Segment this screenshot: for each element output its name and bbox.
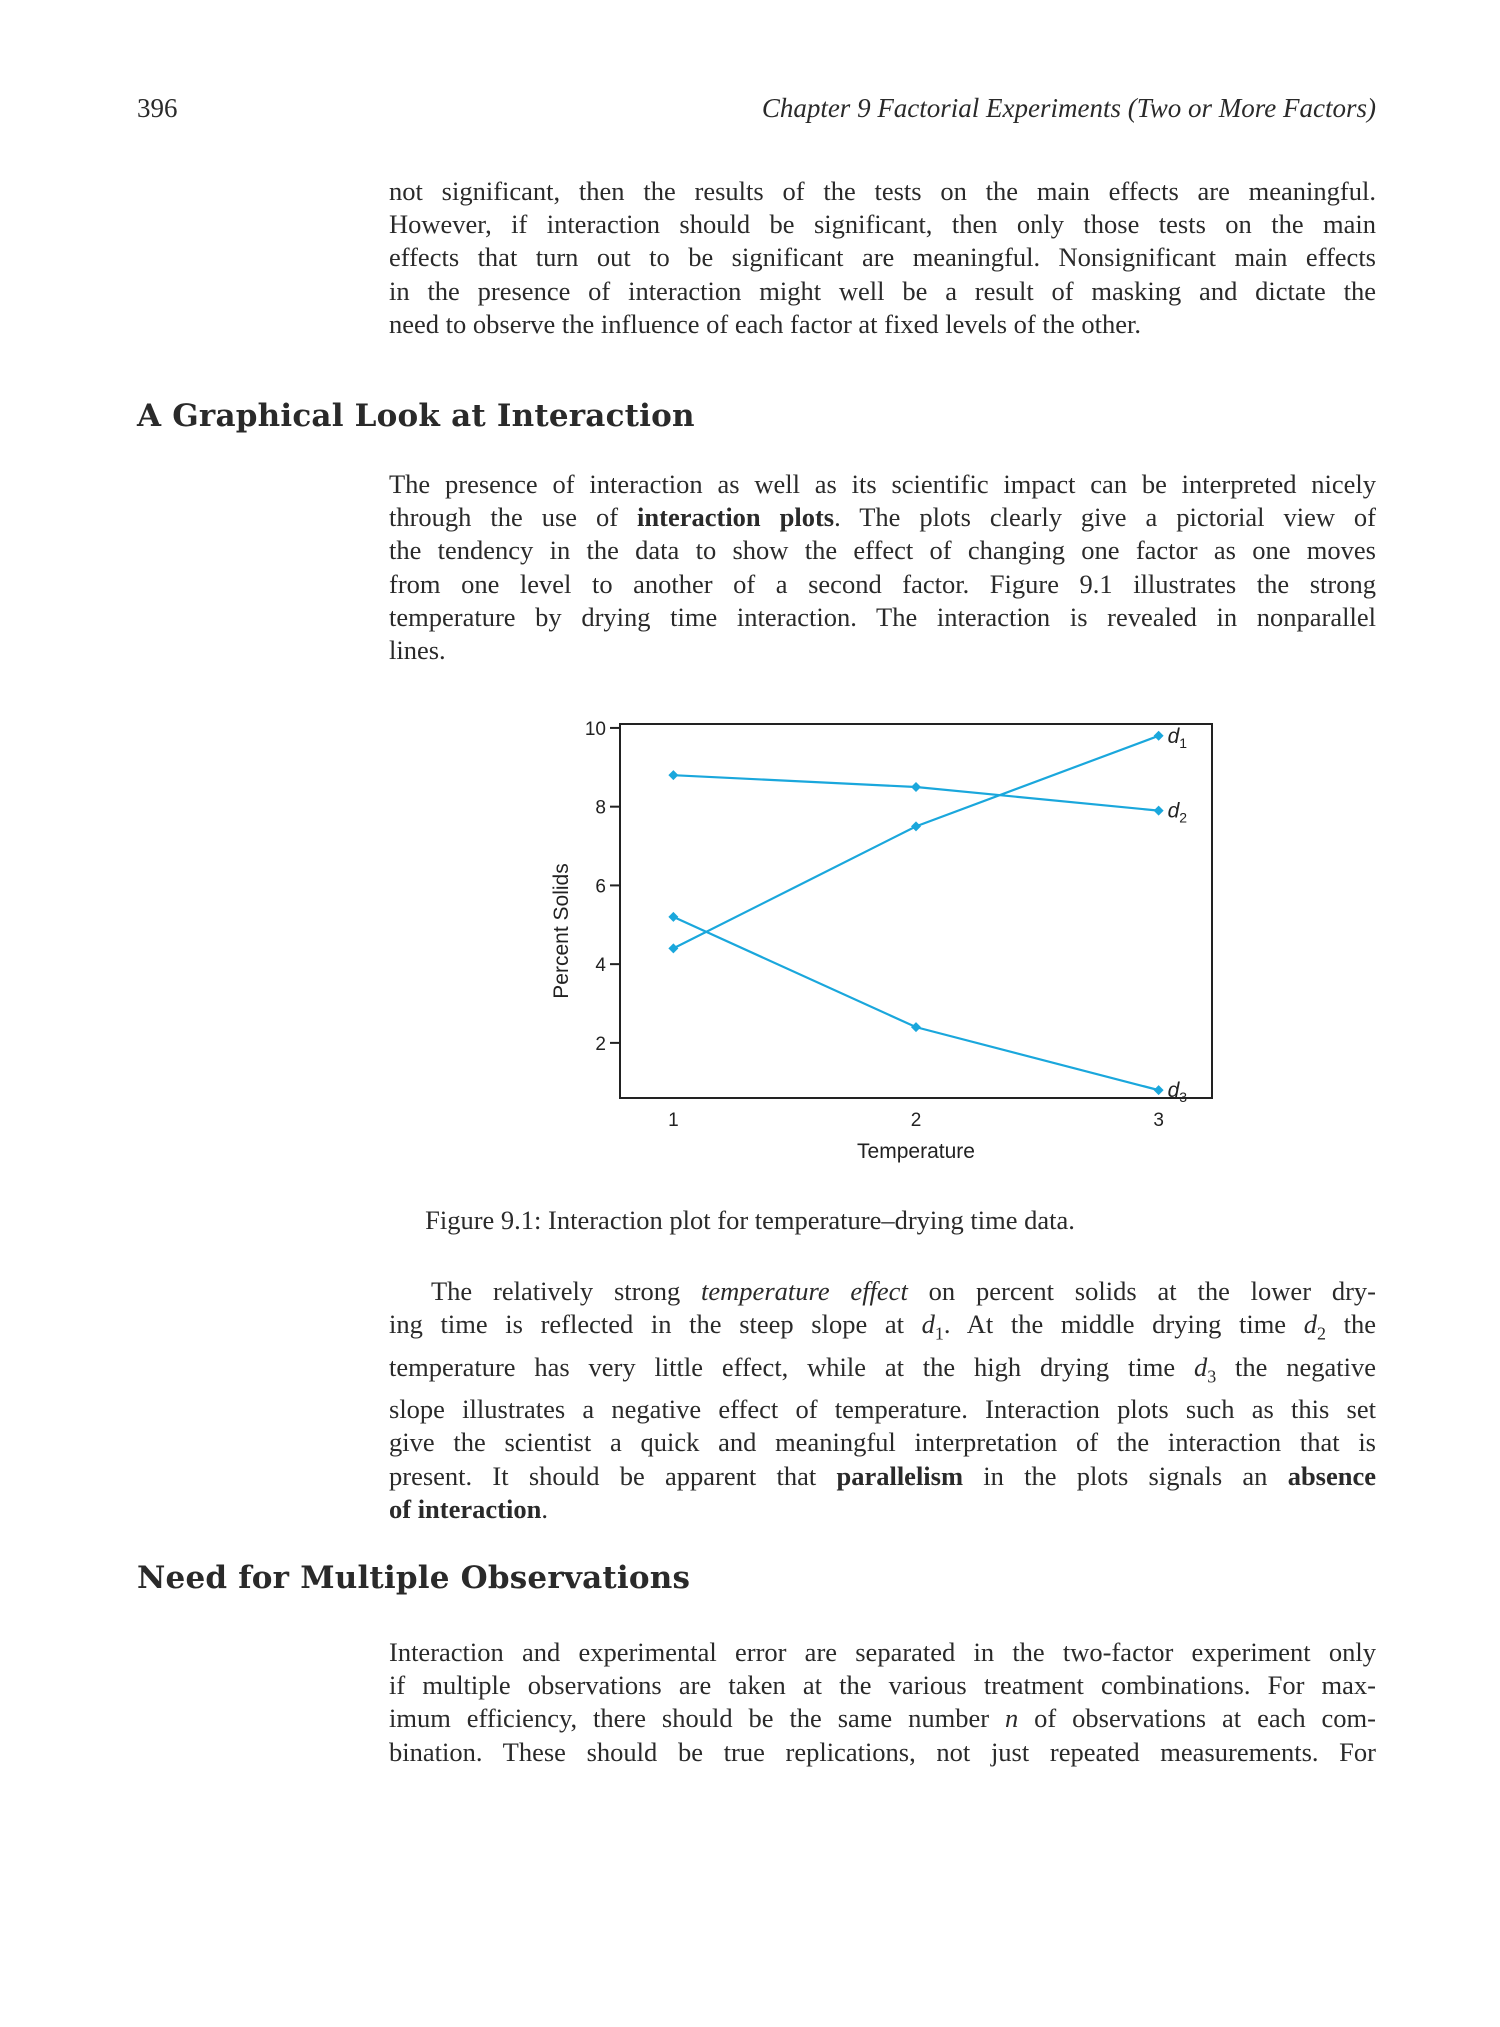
text-line: However, if interaction should be significant, then only those tests on the main xyxy=(389,209,1376,240)
data-point-d3 xyxy=(668,912,678,922)
bold-term-of-interaction: of interaction xyxy=(389,1493,542,1524)
text-line: the tendency in the data to show the effect of changing one factor as one moves xyxy=(389,535,1376,566)
series-label-d2 xyxy=(1168,800,1188,826)
intro-paragraph xyxy=(389,175,1376,341)
y-tick-label: 8 xyxy=(595,797,606,819)
series-line-d1 xyxy=(673,736,1158,949)
text-run: the negative xyxy=(1216,1351,1376,1382)
text-run: imum efficiency, there should be the same number xyxy=(389,1703,1005,1734)
section-heading-multiple-observations: Need for Multiple Observations xyxy=(137,1560,691,1596)
text-line xyxy=(389,1702,1376,1735)
text-line: temperature by drying time interaction. The interaction is revealed in nonparallel xyxy=(389,601,1376,632)
section1-paragraph-2 xyxy=(389,1275,1376,1526)
text-run: present. It should be apparent that xyxy=(389,1460,837,1491)
section-heading-graphical-look: A Graphical Look at Interaction xyxy=(137,398,695,434)
y-tick-label: 10 xyxy=(584,718,606,740)
data-point-d1 xyxy=(1154,731,1164,741)
data-point-d1 xyxy=(911,821,921,831)
page-number: 396 xyxy=(137,93,178,123)
plot-frame xyxy=(620,724,1212,1098)
y-tick-label: 4 xyxy=(595,955,606,977)
y-tick-label: 6 xyxy=(595,876,606,898)
bold-term-parallelism: parallelism xyxy=(836,1460,964,1491)
text-line: if multiple observations are taken at the various treatment combinations. For max- xyxy=(389,1670,1376,1701)
x-axis-label: Temperature xyxy=(857,1140,975,1163)
math-variable: d xyxy=(921,1309,935,1340)
series-label-subscript: 1 xyxy=(1179,734,1188,751)
text-run: temperature has very little effect, while at the high drying time xyxy=(389,1351,1194,1382)
text-line: in the presence of interaction might well be a result of masking and dictate the xyxy=(389,275,1376,306)
text-line: need to observe the influence of each factor at fixed levels of the other. xyxy=(389,308,1141,339)
y-tick-label: 2 xyxy=(595,1033,606,1055)
text-line xyxy=(389,1460,1376,1493)
math-subscript: 1 xyxy=(934,1323,944,1344)
data-point-d3 xyxy=(911,1022,921,1032)
x-tick-label: 3 xyxy=(1153,1110,1164,1131)
text-run: of observations at each com- xyxy=(1018,1703,1376,1734)
text-line: Interaction and experimental error are separated in the two-factor experiment only xyxy=(389,1637,1376,1667)
running-head: Chapter 9 Factorial Experiments (Two or More Factors) xyxy=(761,93,1376,123)
math-subscript: 2 xyxy=(1316,1323,1326,1344)
italic-term-temperature-effect: temperature effect xyxy=(701,1276,908,1306)
text-run: . xyxy=(541,1493,548,1524)
series-line-d3 xyxy=(673,917,1158,1090)
series-label-subscript: 3 xyxy=(1179,1089,1188,1106)
text-run: in the plots signals an xyxy=(963,1460,1288,1491)
x-tick-label: 1 xyxy=(668,1110,679,1131)
data-point-d2 xyxy=(668,770,678,780)
text-run: the xyxy=(1325,1309,1377,1340)
data-point-d2 xyxy=(1154,806,1164,816)
text-line xyxy=(389,1275,1376,1308)
text-run: The relatively strong xyxy=(431,1276,702,1306)
text-line: lines. xyxy=(389,635,446,666)
data-point-d2 xyxy=(911,782,921,792)
text-line xyxy=(389,1351,1376,1394)
bold-term-absence: absence xyxy=(1287,1460,1377,1491)
text-run: . The plots clearly give a pictorial view of xyxy=(834,502,1377,533)
text-run: . At the middle drying time xyxy=(943,1309,1304,1340)
text-line: The presence of interaction as well as its scientific impact can be interpreted nicely xyxy=(389,469,1376,499)
series-label-main: d xyxy=(1167,1079,1180,1103)
text-line xyxy=(389,501,1376,534)
data-point-d3 xyxy=(1154,1085,1164,1095)
math-variable: d xyxy=(1193,1351,1208,1382)
text-line xyxy=(389,1493,1376,1526)
series-label-subscript: 2 xyxy=(1179,809,1188,826)
math-variable: d xyxy=(1303,1309,1317,1340)
text-line: give the scientist a quick and meaningful interpretation of the interaction that is xyxy=(389,1427,1376,1458)
y-axis-label: Percent Solids xyxy=(550,863,573,999)
text-line: from one level to another of a second factor. Figure 9.1 illustrates the strong xyxy=(389,568,1376,599)
series-label-main: d xyxy=(1167,799,1180,823)
section1-paragraph-1 xyxy=(389,468,1376,667)
text-line: not significant, then the results of the tests on the main effects are meaningful. xyxy=(389,176,1376,206)
series-label-d1 xyxy=(1168,725,1188,751)
text-line: slope illustrates a negative effect of temperature. Interaction plots such as this set xyxy=(389,1394,1376,1425)
bold-term-interaction-plots: interaction plots xyxy=(637,502,835,533)
series-line-d2 xyxy=(673,775,1158,810)
interaction-plot xyxy=(520,700,1240,1170)
figure-caption: Figure 9.1: Interaction plot for temperature–drying time data. xyxy=(425,1205,1075,1235)
text-line: bination. These should be true replications, not just repeated measurements. For xyxy=(389,1736,1376,1767)
math-variable: n xyxy=(1005,1703,1019,1734)
section2-paragraph xyxy=(389,1636,1376,1769)
series-label-main: d xyxy=(1167,724,1180,748)
text-run: ing time is reflected in the steep slope at xyxy=(389,1309,922,1340)
x-tick-label: 2 xyxy=(910,1110,922,1131)
text-line: effects that turn out to be significant are meaningful. Nonsignificant main effects xyxy=(389,242,1376,273)
text-run: through the use of xyxy=(389,502,638,533)
text-run: on percent solids at the lower dry- xyxy=(907,1276,1377,1306)
math-subscript: 3 xyxy=(1207,1366,1217,1386)
data-point-d1 xyxy=(668,943,678,953)
text-line xyxy=(389,1308,1376,1351)
series-label-d3 xyxy=(1168,1079,1188,1105)
